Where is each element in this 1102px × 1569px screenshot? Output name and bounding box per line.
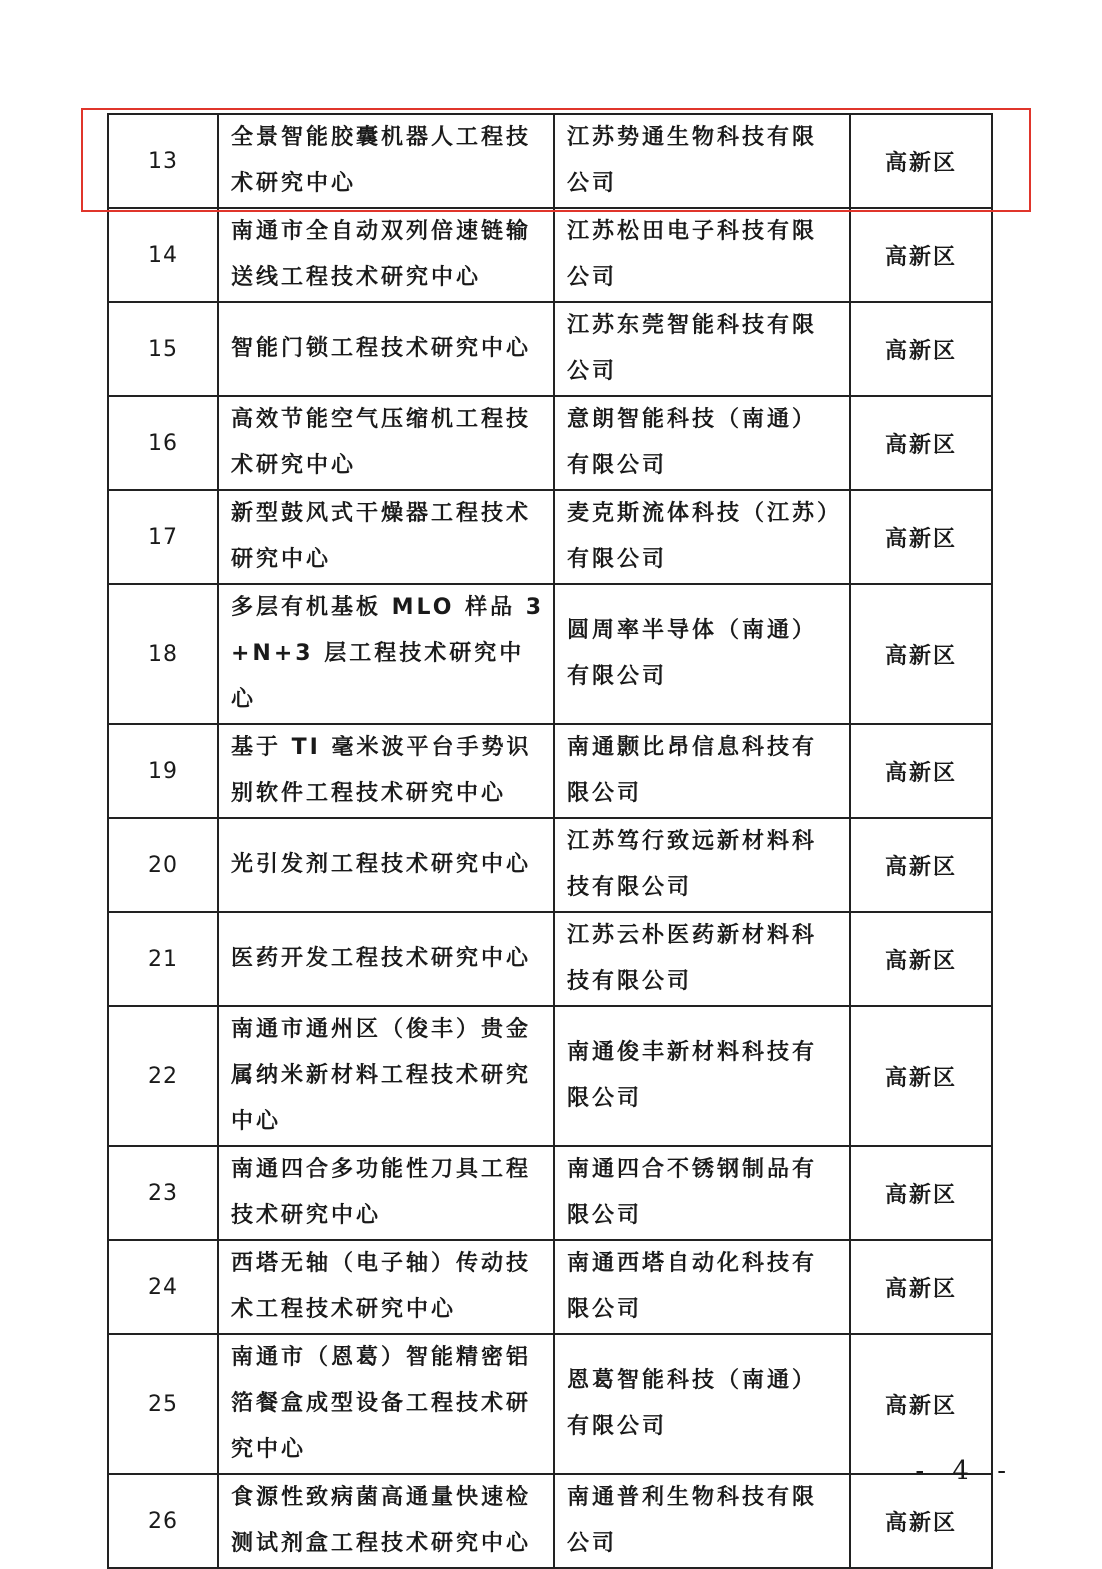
center-name: 南通市全自动双列倍速链输送线工程技术研究中心 bbox=[218, 208, 554, 302]
center-name: 食源性致病菌高通量快速检测试剂盒工程技术研究中心 bbox=[218, 1474, 554, 1568]
center-name: 全景智能胶囊机器人工程技术研究中心 bbox=[218, 114, 554, 208]
district: 高新区 bbox=[850, 912, 992, 1006]
company-name: 江苏笃行致远新材料科技有限公司 bbox=[554, 818, 850, 912]
company-name: 南通西塔自动化科技有限公司 bbox=[554, 1240, 850, 1334]
table-body bbox=[108, 114, 992, 1568]
table-row bbox=[108, 818, 992, 912]
center-name: 西塔无轴（电子轴）传动技术工程技术研究中心 bbox=[218, 1240, 554, 1334]
row-number: 19 bbox=[108, 724, 218, 818]
district: 高新区 bbox=[850, 1146, 992, 1240]
company-name: 恩葛智能科技（南通）有限公司 bbox=[554, 1334, 850, 1474]
company-name: 圆周率半导体（南通）有限公司 bbox=[554, 584, 850, 724]
district: 高新区 bbox=[850, 1474, 992, 1568]
center-name: 智能门锁工程技术研究中心 bbox=[218, 302, 554, 396]
row-number: 21 bbox=[108, 912, 218, 1006]
district: 高新区 bbox=[850, 584, 992, 724]
page-number: - 4 - bbox=[915, 1456, 1016, 1486]
district: 高新区 bbox=[850, 302, 992, 396]
table-row bbox=[108, 1146, 992, 1240]
row-number: 20 bbox=[108, 818, 218, 912]
row-number: 23 bbox=[108, 1146, 218, 1240]
center-name: 南通市通州区（俊丰）贵金属纳米新材料工程技术研究中心 bbox=[218, 1006, 554, 1146]
table-row bbox=[108, 490, 992, 584]
center-name: 医药开发工程技术研究中心 bbox=[218, 912, 554, 1006]
row-number: 24 bbox=[108, 1240, 218, 1334]
company-name: 南通普利生物科技有限公司 bbox=[554, 1474, 850, 1568]
company-name: 麦克斯流体科技（江苏）有限公司 bbox=[554, 490, 850, 584]
row-number: 14 bbox=[108, 208, 218, 302]
company-name: 江苏东莞智能科技有限公司 bbox=[554, 302, 850, 396]
row-number: 16 bbox=[108, 396, 218, 490]
company-name: 南通四合不锈钢制品有限公司 bbox=[554, 1146, 850, 1240]
row-number: 13 bbox=[108, 114, 218, 208]
table-row bbox=[108, 208, 992, 302]
table-row bbox=[108, 1240, 992, 1334]
district: 高新区 bbox=[850, 818, 992, 912]
table-row bbox=[108, 302, 992, 396]
table-row bbox=[108, 584, 992, 724]
row-number: 26 bbox=[108, 1474, 218, 1568]
center-name: 新型鼓风式干燥器工程技术研究中心 bbox=[218, 490, 554, 584]
center-name: 多层有机基板 MLO 样品 3+N+3 层工程技术研究中心 bbox=[218, 584, 554, 724]
table-row bbox=[108, 1006, 992, 1146]
row-number: 25 bbox=[108, 1334, 218, 1474]
district: 高新区 bbox=[850, 1006, 992, 1146]
table-row bbox=[108, 912, 992, 1006]
table-row bbox=[108, 1334, 992, 1474]
district: 高新区 bbox=[850, 490, 992, 584]
center-name: 南通市（恩葛）智能精密铝箔餐盒成型设备工程技术研究中心 bbox=[218, 1334, 554, 1474]
company-name: 江苏云朴医药新材料科技有限公司 bbox=[554, 912, 850, 1006]
district: 高新区 bbox=[850, 1334, 992, 1474]
district: 高新区 bbox=[850, 396, 992, 490]
centers-table bbox=[107, 113, 993, 1569]
center-name: 光引发剂工程技术研究中心 bbox=[218, 818, 554, 912]
company-name: 南通俊丰新材料科技有限公司 bbox=[554, 1006, 850, 1146]
row-number: 22 bbox=[108, 1006, 218, 1146]
company-name: 南通颢比昂信息科技有限公司 bbox=[554, 724, 850, 818]
district: 高新区 bbox=[850, 208, 992, 302]
row-number: 17 bbox=[108, 490, 218, 584]
company-name: 江苏势通生物科技有限公司 bbox=[554, 114, 850, 208]
row-number: 15 bbox=[108, 302, 218, 396]
district: 高新区 bbox=[850, 1240, 992, 1334]
row-number: 18 bbox=[108, 584, 218, 724]
company-name: 意朗智能科技（南通）有限公司 bbox=[554, 396, 850, 490]
center-name: 高效节能空气压缩机工程技术研究中心 bbox=[218, 396, 554, 490]
district: 高新区 bbox=[850, 724, 992, 818]
table-row bbox=[108, 724, 992, 818]
company-name: 江苏松田电子科技有限公司 bbox=[554, 208, 850, 302]
district: 高新区 bbox=[850, 114, 992, 208]
table-row bbox=[108, 114, 992, 208]
center-name: 基于 TI 毫米波平台手势识别软件工程技术研究中心 bbox=[218, 724, 554, 818]
table-row bbox=[108, 1474, 992, 1568]
center-name: 南通四合多功能性刀具工程技术研究中心 bbox=[218, 1146, 554, 1240]
table-row bbox=[108, 396, 992, 490]
